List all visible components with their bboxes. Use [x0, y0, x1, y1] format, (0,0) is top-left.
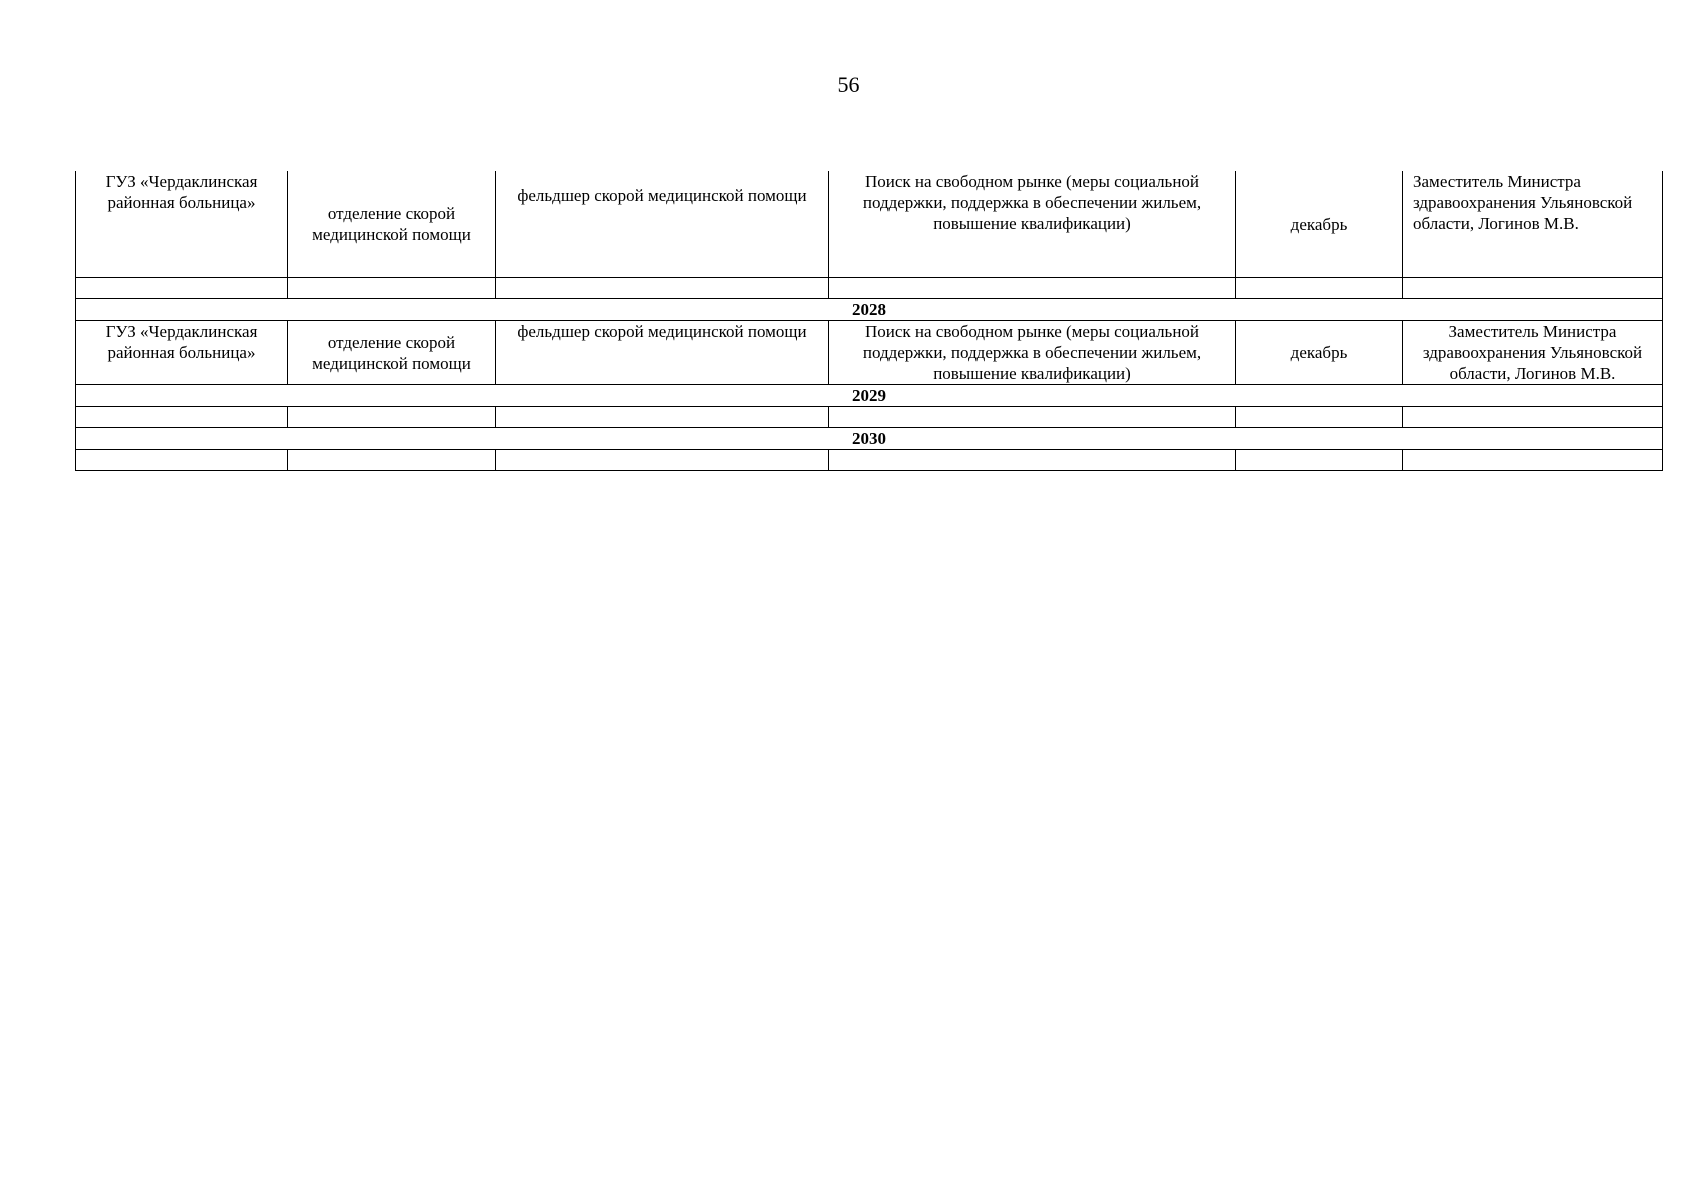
cell-department: отделение скорой медицинской помощи	[288, 171, 496, 278]
year-heading-2030: 2030	[76, 428, 1663, 450]
year-row-2028	[76, 299, 1663, 321]
table-row	[76, 321, 1663, 385]
cell-measure: Поиск на свободном рынке (меры социальной поддержки, поддержка в обеспечении жильем, повышение квалификации)	[829, 171, 1236, 278]
cell-position: фельдшер скорой медицинской помощи	[496, 171, 829, 278]
cell-responsible: Заместитель Министра здравоохранения Ульяновской области, Логинов М.В.	[1403, 171, 1663, 278]
cell-organization: ГУЗ «Чердаклинская районная больница»	[76, 321, 288, 385]
cell-responsible: Заместитель Министра здравоохранения Ульяновской области, Логинов М.В.	[1403, 321, 1663, 385]
table-row	[76, 171, 1663, 278]
table-row-empty	[76, 278, 1663, 299]
cell-position: фельдшер скорой медицинской помощи	[496, 321, 829, 385]
year-row-2030	[76, 428, 1663, 450]
cell-department: отделение скорой медицинской помощи	[288, 321, 496, 385]
year-row-2029	[76, 385, 1663, 407]
table-row-empty	[76, 450, 1663, 471]
cell-organization: ГУЗ «Чердаклинская районная больница»	[76, 171, 288, 278]
staffing-plan-table	[75, 171, 1663, 471]
year-heading-2029: 2029	[76, 385, 1663, 407]
year-heading-2028: 2028	[76, 299, 1663, 321]
cell-deadline: декабрь	[1236, 321, 1403, 385]
cell-measure: Поиск на свободном рынке (меры социальной поддержки, поддержка в обеспечении жильем, повышение квалификации)	[829, 321, 1236, 385]
page-number: 56	[837, 72, 860, 97]
cell-deadline: декабрь	[1236, 171, 1403, 278]
table-row-empty	[76, 407, 1663, 428]
